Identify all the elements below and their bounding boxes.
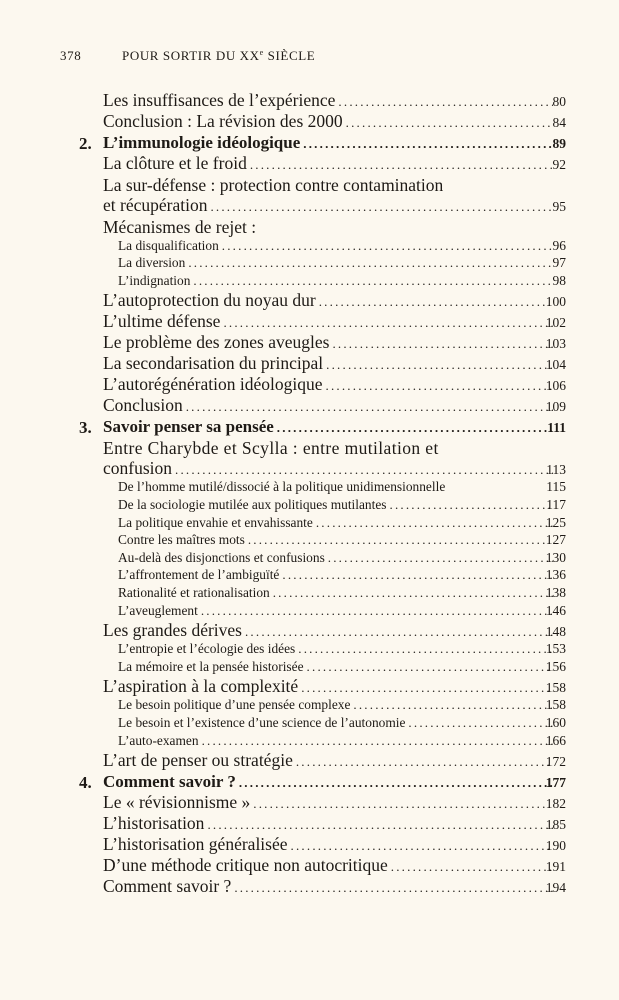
toc-entry-line xyxy=(103,750,561,772)
toc-entry-title: La secondarisation du principal xyxy=(103,352,324,373)
toc-entry-title: La mémoire et la pensée historisée xyxy=(118,658,304,674)
toc-entry-page: 158 xyxy=(545,697,566,713)
dot-leader xyxy=(291,835,553,856)
dot-leader xyxy=(303,133,553,154)
toc-entry-title: confusion xyxy=(103,457,173,478)
dot-leader xyxy=(391,856,553,877)
toc-entry-page: 130 xyxy=(545,549,566,565)
dot-leader xyxy=(193,270,553,291)
toc-entry-page: 182 xyxy=(545,795,566,811)
dot-leader xyxy=(201,600,553,621)
toc-entry-line xyxy=(118,270,561,291)
toc-entry-line xyxy=(103,332,561,354)
toc-entry-page: 190 xyxy=(545,837,566,853)
toc-entry-line xyxy=(103,153,561,175)
dot-leader xyxy=(307,656,553,677)
toc-entry-title: Les grandes dérives xyxy=(103,619,242,640)
toc-entry-title: L’aspiration à la complexité xyxy=(103,675,299,696)
toc-entry-page: 115 xyxy=(546,479,566,495)
running-title-end: SIÈCLE xyxy=(263,48,316,63)
toc-entry-line xyxy=(103,834,561,856)
toc-entry-line xyxy=(103,855,561,877)
toc-entry xyxy=(0,396,619,417)
toc-entry-title: Rationalité et rationalisation xyxy=(118,585,270,600)
toc-entry-title: La diversion xyxy=(118,255,186,271)
toc-entry xyxy=(0,438,619,459)
toc-entry-title: Le « révisionnisme » xyxy=(103,791,251,812)
chapter-number: 3. xyxy=(79,417,92,437)
toc-entry xyxy=(0,730,619,751)
toc-entry-page: 125 xyxy=(545,514,566,530)
toc-entry-page: 148 xyxy=(545,623,566,639)
toc-entry-title: L’immunologie idéologique xyxy=(103,133,301,152)
toc-entry-title: De l’homme mutilé/dissocié à la politique unidimensionnelle xyxy=(118,479,446,495)
toc-entry-title: et récupération xyxy=(103,195,208,215)
toc-entry xyxy=(0,312,619,333)
toc-entry-page: 100 xyxy=(545,293,566,309)
dot-leader xyxy=(253,793,553,814)
toc-entry-title: L’historisation généralisée xyxy=(103,833,288,854)
toc-entry-line xyxy=(103,132,561,154)
toc-entry-title: Le besoin et l’existence d’une science de l’autonomie xyxy=(118,715,406,730)
toc-entry-line xyxy=(118,600,561,621)
toc-entry-page: 136 xyxy=(545,567,566,583)
dot-leader xyxy=(207,814,553,835)
dot-leader xyxy=(250,154,553,175)
toc-entry-page: 98 xyxy=(552,272,566,288)
toc-entry-page: 166 xyxy=(545,732,566,748)
toc-entry-page: 102 xyxy=(545,314,566,330)
toc-entry-line xyxy=(103,90,561,112)
toc-entry-title: Le problème des zones aveugles xyxy=(103,331,330,352)
toc-entry-line xyxy=(103,813,561,835)
toc-entry xyxy=(0,175,619,196)
toc-entry-title: Conclusion : La révision des 2000 xyxy=(103,111,343,131)
toc-entry-page: 185 xyxy=(545,816,566,832)
toc-entry xyxy=(0,154,619,175)
toc-entry-page: 160 xyxy=(545,715,566,730)
toc-entry xyxy=(0,751,619,772)
toc-entry xyxy=(0,856,619,877)
dot-leader xyxy=(277,417,553,438)
toc-entry-title: La disqualification xyxy=(118,237,219,253)
toc-entry-page: 127 xyxy=(545,532,566,548)
toc-entry-line xyxy=(103,290,561,312)
toc-entry xyxy=(0,333,619,354)
toc-entry-page: 117 xyxy=(546,497,566,512)
toc-entry xyxy=(0,793,619,814)
dot-leader xyxy=(202,730,553,751)
toc-entry-page: 92 xyxy=(552,157,566,172)
toc-entry-title: Mécanismes de rejet : xyxy=(103,217,257,237)
dot-leader xyxy=(239,772,553,793)
toc-entry-title: L’autorégénération idéologique xyxy=(103,373,323,394)
toc-entry-line xyxy=(118,730,561,751)
toc-entry-title: La politique envahie et envahissante xyxy=(118,514,313,530)
toc-entry-line xyxy=(103,876,561,898)
toc-entry-line xyxy=(103,353,561,375)
toc-entry-title: L’art de penser ou stratégie xyxy=(103,749,293,770)
toc-entry-title: Le besoin politique d’une pensée complexe xyxy=(118,697,351,713)
toc-entry-title: Contre les maîtres mots xyxy=(118,532,245,548)
toc-entry-page: 104 xyxy=(545,356,566,372)
toc-entry-line xyxy=(103,175,561,196)
toc-entry-page: 97 xyxy=(552,255,566,271)
toc-entry-page: 80 xyxy=(552,94,566,109)
chapter-number: 4. xyxy=(79,772,92,792)
dot-leader xyxy=(234,877,553,898)
toc-entry-title: La sur-défense : protection contre contamination xyxy=(103,175,444,195)
toc-entry-line xyxy=(103,792,561,814)
toc-entry xyxy=(0,656,619,677)
toc-entry-title: Au-delà des disjonctions et confusions xyxy=(118,549,325,565)
toc-entry-line xyxy=(103,374,561,396)
dot-leader xyxy=(223,312,553,333)
toc-entry-title: L’affrontement de l’ambiguïté xyxy=(118,567,280,583)
toc-entry-title: L’auto-examen xyxy=(118,732,199,748)
dot-leader xyxy=(326,354,553,375)
toc-entry-title: Comment savoir ? xyxy=(103,875,232,896)
toc-entry xyxy=(0,877,619,898)
toc-entry-line xyxy=(118,656,561,677)
toc-entry-title: Conclusion xyxy=(103,394,183,415)
toc-entry xyxy=(0,270,619,291)
toc-entry-title: L’indignation xyxy=(118,272,191,288)
dot-leader xyxy=(338,91,553,112)
dot-leader xyxy=(326,375,554,396)
toc-entry-title: Comment savoir ? xyxy=(103,771,236,791)
dot-leader xyxy=(332,333,553,354)
dot-leader xyxy=(210,196,553,217)
toc-entry-line xyxy=(103,311,561,333)
toc-entry xyxy=(0,91,619,112)
toc-entry-page: 103 xyxy=(545,335,566,351)
dot-leader xyxy=(346,112,553,133)
page-number: 378 xyxy=(60,48,82,63)
toc-entry-line xyxy=(103,438,561,459)
toc-entry-page: 158 xyxy=(545,679,566,695)
toc-entry-page: 138 xyxy=(545,585,566,600)
toc-entry-page: 146 xyxy=(545,602,566,618)
toc-entry xyxy=(0,112,619,133)
running-title xyxy=(122,48,315,64)
toc-entry-title: Savoir penser sa pensée xyxy=(103,416,274,436)
toc-entry-page: 95 xyxy=(552,199,566,214)
toc-entry-page: 111 xyxy=(547,419,566,435)
toc-entry-title: L’ultime défense xyxy=(103,310,221,331)
toc-entry-page: 153 xyxy=(545,641,566,657)
toc-entry-page: 194 xyxy=(545,879,566,895)
toc-entry xyxy=(0,196,619,217)
toc-entry-line xyxy=(103,416,561,438)
toc-entry-title: L’aveuglement xyxy=(118,602,198,618)
toc-entry xyxy=(0,772,619,793)
toc-entry xyxy=(0,291,619,312)
toc-entry xyxy=(0,375,619,396)
toc-entry-page: 177 xyxy=(545,774,566,790)
toc-entry-title: L’historisation xyxy=(103,812,205,833)
dot-leader xyxy=(296,751,553,772)
toc-entry xyxy=(0,133,619,154)
running-title-text: POUR SORTIR DU XX xyxy=(122,48,260,63)
dot-leader xyxy=(186,396,553,417)
toc-entry-page: 172 xyxy=(545,753,566,769)
toc-entry xyxy=(0,354,619,375)
toc-entry-page: 96 xyxy=(552,237,566,253)
toc-entry-line xyxy=(103,195,561,217)
toc-entry-line xyxy=(103,771,561,793)
toc-entry-page: 156 xyxy=(545,658,566,674)
toc-entry-title: La clôture et le froid xyxy=(103,153,247,173)
running-title-superscript: e xyxy=(259,48,264,57)
toc-entry-page: 106 xyxy=(545,377,566,393)
toc-entry xyxy=(0,835,619,856)
toc-entry-page: 113 xyxy=(546,461,566,477)
toc-entry-page: 191 xyxy=(545,858,566,874)
toc-entry-page: 109 xyxy=(545,398,566,414)
toc-entry-title: D’une méthode critique non autocritique xyxy=(103,854,388,875)
toc-entry-title: L’autoprotection du noyau dur xyxy=(103,289,316,310)
toc-entry-page: 89 xyxy=(552,136,566,151)
toc-entry-line xyxy=(103,111,561,133)
dot-leader xyxy=(319,291,553,312)
toc-entry-title: De la sociologie mutilée aux politiques mutilantes xyxy=(118,497,387,512)
toc-entry-title: Entre Charybde et Scylla : entre mutilation et xyxy=(103,437,439,458)
toc-entry-line xyxy=(103,395,561,417)
toc-entry-page: 84 xyxy=(552,115,566,130)
toc-entry-title: Les insuffisances de l’expérience xyxy=(103,90,336,110)
toc-entry xyxy=(0,417,619,438)
toc-entry-title: L’entropie et l’écologie des idées xyxy=(118,641,296,657)
chapter-number: 2. xyxy=(79,134,92,153)
toc-entry xyxy=(0,600,619,621)
toc-entry xyxy=(0,814,619,835)
